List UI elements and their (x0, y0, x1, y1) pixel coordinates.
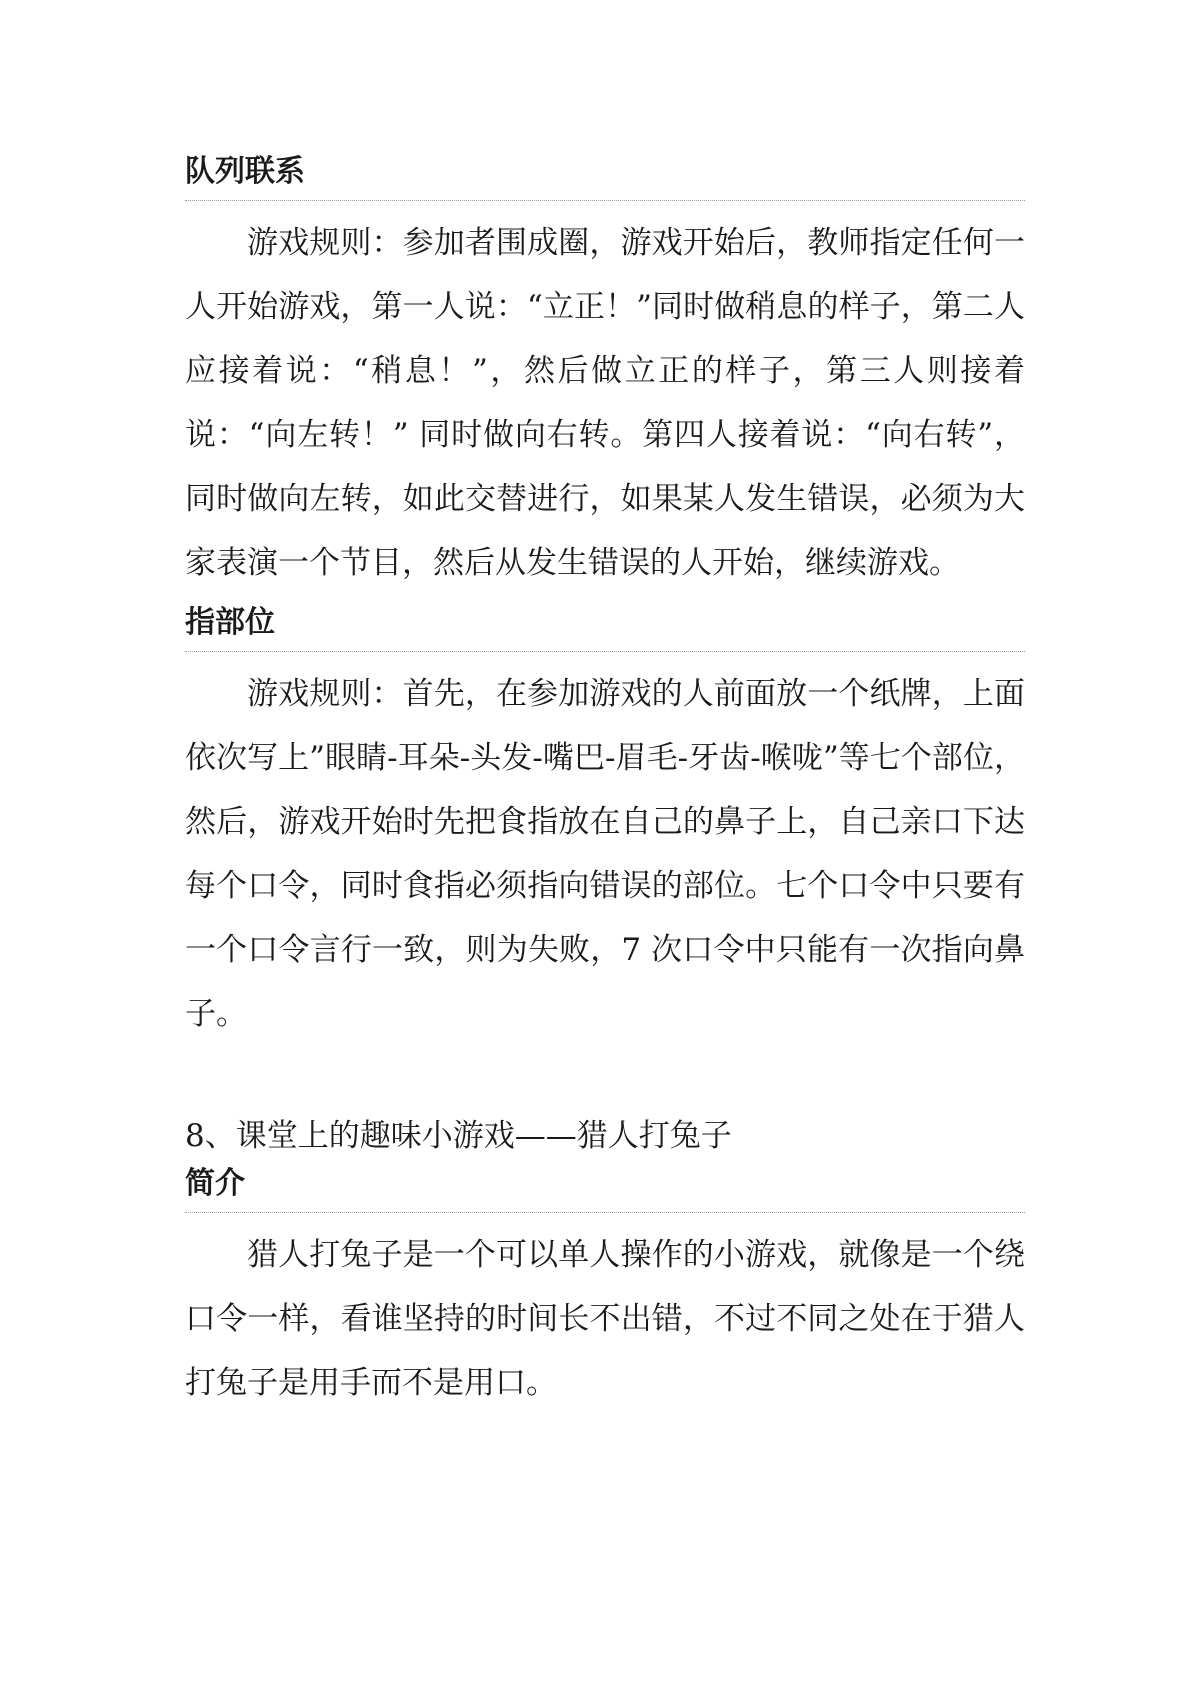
section-heading: 指部位 (185, 603, 1025, 652)
section-heading: 队列联系 (185, 152, 1025, 201)
document-page (185, 152, 1025, 1415)
section-heading: 简介 (185, 1164, 1025, 1213)
section-body: 游戏规则：首先，在参加游戏的人前面放一个纸牌，上面依次写上”眼睛-耳朵-头发-嘴巴-眉毛-牙齿-喉咙”等七个部位，然后，游戏开始时先把食指放在自己的鼻子上，自己亲口下达每个口令，同时食指必须指向错误的部位。七个口令中只要有一个口令言行一致，则为失败，7 次口令中只能有一次指向鼻子。 (185, 676, 1025, 1032)
game-title: 8、课堂上的趣味小游戏——猎人打兔子 (185, 1118, 732, 1154)
section-queue-practice (185, 152, 1025, 595)
section-point-parts (185, 603, 1025, 1046)
section-body: 游戏规则：参加者围成圈，游戏开始后，教师指定任何一人开始游戏，第一人说：“立正！”同时做稍息的样子，第二人应接着说：“稍息！”，然后做立正的样子，第三人则接着说：“向左转！” 同时做向右转。第四人接着说：“向右转”，同时做向左转，如此交替进行，如果某人发生错误，必须为大家表演一个节目，然后从发生错误的人开始，继续游戏。 (185, 225, 1025, 581)
section-body: 猎人打兔子是一个可以单人操作的小游戏，就像是一个绕口令一样，看谁坚持的时间长不出错，不过不同之处在于猎人打兔子是用手而不是用口。 (185, 1237, 1025, 1401)
section-hunter-rabbit (185, 1114, 1025, 1415)
